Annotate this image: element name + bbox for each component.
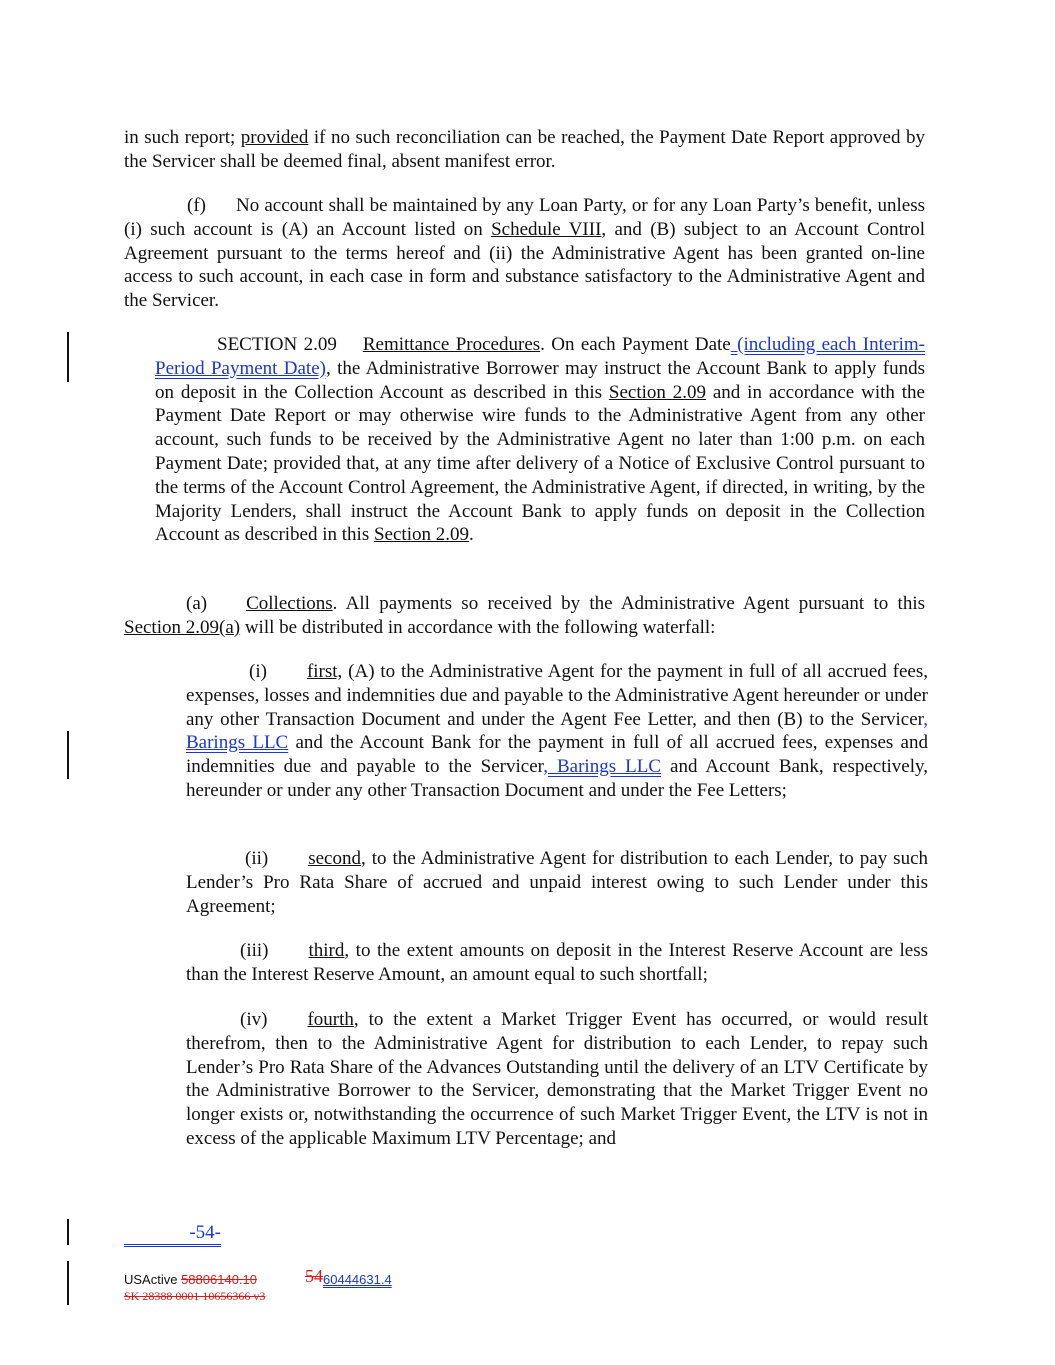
section-ref: Section 2.09: [373, 524, 469, 546]
schedule-viii-ref: Schedule VIII: [491, 218, 602, 240]
deleted-doc-id: 58806140.10: [181, 1272, 257, 1287]
inserted-text: , Barings LLC: [186, 708, 928, 754]
revision-bar: [67, 332, 69, 382]
page-number: -54-: [124, 1222, 221, 1247]
paragraph-a-collections: (a) Collections. All payments so received by the Administrative Agent pursuant to this Section 2.09(a) will be distributed in accordance with the following waterfall:: [124, 593, 925, 638]
inserted-doc-id: 60444631.4: [323, 1272, 392, 1287]
revision-bar: [67, 1219, 69, 1245]
collections-title: Collections: [246, 593, 333, 614]
revision-bar: [67, 731, 69, 779]
section-2-09: SECTION 2.09 Remittance Procedures. On each Payment Date (including each Interim-Period Payment Date), the Administrative Borrower may instruct the Account Bank to apply funds on deposit in the Collection Account as described in this Section 2.09 and in accordance with the Payment Date Report or may otherwise wire funds to the Administrative Agent from any other account, such funds to be received by the Administrative Agent no later than 1:00 p.m. on each Payment Date; provided that, at any time after delivery of a Notice of Exclusive Control pursuant to the terms of the Account Control Agreement, the Administrative Agent, if directed, in writing, by the Majority Lenders, shall instruct the Account Bank to apply funds on deposit in the Collection Account as described in this Section 2.09.: [155, 334, 925, 546]
inserted-text: , Barings LLC: [543, 756, 662, 778]
section-ref: Section 2.09(a): [124, 616, 241, 638]
item-label: (ii): [245, 848, 269, 869]
paragraph-report-reconciliation: in such report; provided if no such reconciliation can be reached, the Payment Date Report approved by the Servicer shall be deemed final, absent manifest error.: [124, 127, 925, 172]
sk-reference-line: [124, 1288, 265, 1304]
waterfall-item-first: (i) first, (A) to the Administrative Agent for the payment in full of all accrued fees, expenses, losses and indemnities due and payable to the Administrative Agent hereunder or under any other Transaction Document and under the Agent Fee Letter, and then (B) to the Servicer, Barings LLC and the Account Bank for the payment in full of all accrued fees, expenses and indemnities due and payable to the Servicer, Barings LLC and Account Bank, respectively, hereunder or under any other Transaction Document and under the Fee Letters;: [186, 661, 928, 801]
item-key: third: [308, 940, 345, 961]
revision-bar: [67, 1261, 69, 1305]
waterfall-item-second: (ii) second, to the Administrative Agent for distribution to each Lender, to pay such Lender’s Pro Rata Share of accrued and unpaid interest owing to such Lender under this Agreement;: [186, 848, 928, 917]
item-label: (iii): [240, 940, 269, 961]
item-label: (i): [249, 661, 267, 682]
deleted-page-number: 54: [305, 1266, 323, 1286]
section-number: SECTION 2.09: [217, 334, 337, 355]
waterfall-item-fourth: (iv) fourth, to the extent a Market Trigger Event has occurred, or would result therefrom, then to the Administrative Agent for distribution to each Lender, to repay such Lender’s Pro Rata Share of the Advances Outstanding until the delivery of an LTV Certificate by the Administrative Borrower to the Servicer, demonstrating that the Market Trigger Event no longer exists or, notwithstanding the occurrence of such Market Trigger Event, the LTV is not in excess of the applicable Maximum LTV Percentage; and: [186, 1009, 928, 1149]
item-label: (iv): [240, 1009, 268, 1030]
section-title: Remittance Procedures: [362, 334, 541, 355]
paragraph-f: (f) No account shall be maintained by any Loan Party, or for any Loan Party’s benefit, unless (i) such account is (A) an Account listed on Schedule VIII, and (B) subject to an Account Control Agreement pursuant to the terms hereof and (ii) the Administrative Agent has been granted on-line access to such account, in each case in form and substance satisfactory to the Administrative Agent and the Servicer.: [124, 195, 925, 312]
section-ref: Section 2.09: [608, 381, 706, 403]
deleted-sk-reference: SK 28388 0001 10656366 v3: [124, 1289, 266, 1303]
document-id-line: USActive 58806140.10 5460444631.4: [124, 1266, 392, 1287]
clause-label: (a): [186, 593, 208, 614]
waterfall-item-third: (iii) third, to the extent amounts on deposit in the Interest Reserve Account are less than the Interest Reserve Amount, an amount equal to such shortfall;: [186, 940, 928, 985]
item-key: fourth: [307, 1009, 354, 1030]
inserted-text: (including each Interim-Period Payment Date): [155, 334, 925, 379]
item-key: first,: [306, 661, 343, 682]
clause-label: (f): [187, 195, 206, 216]
provided-term: provided: [240, 127, 309, 148]
item-key: second: [308, 848, 361, 869]
